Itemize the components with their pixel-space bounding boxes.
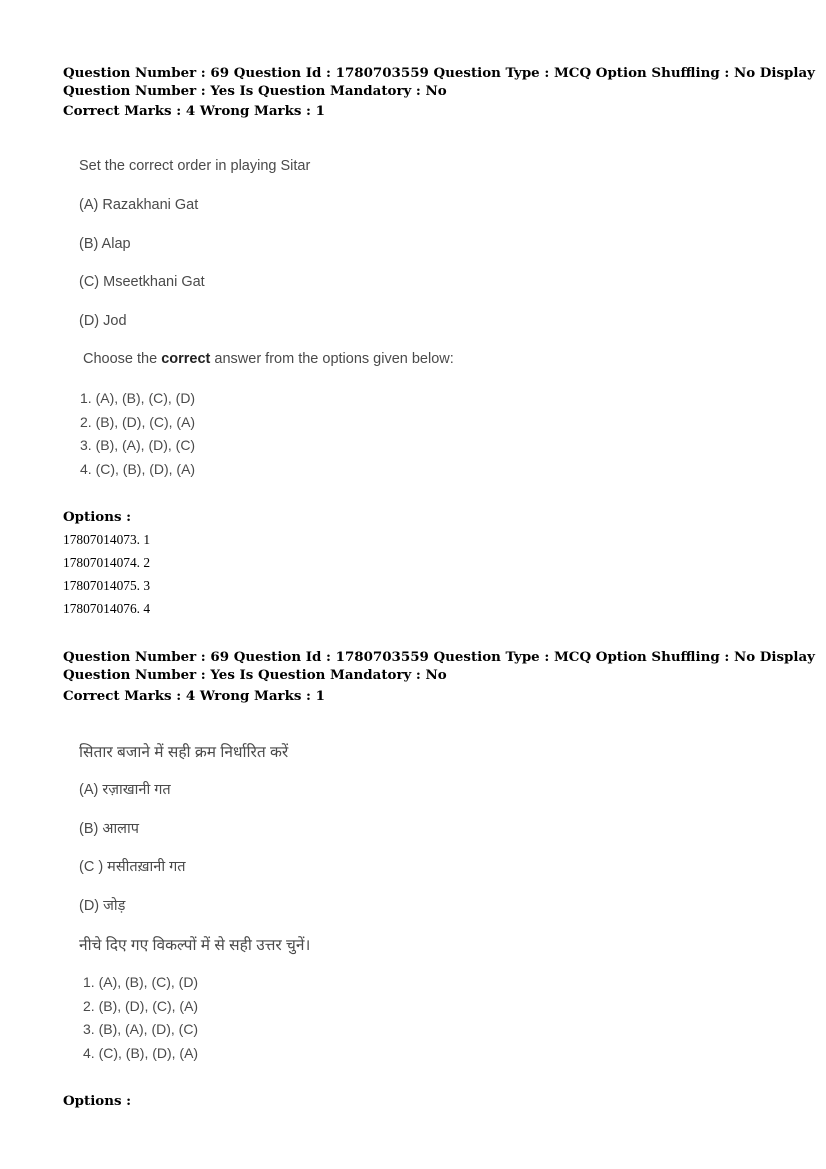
answer-list: [83, 971, 198, 1065]
options-label: Options :: [63, 1093, 132, 1109]
question-meta-line-1: Question Number : 69 Question Id : 1780703559 Question Type : MCQ Option Shuffling : No Display: [63, 649, 815, 665]
question-item-c: (C) Mseetkhani Gat: [79, 274, 205, 290]
answer-list: [80, 387, 195, 481]
question-marks: Correct Marks : 4 Wrong Marks : 1: [63, 103, 325, 119]
option-id-3: 17807014075. 3: [63, 578, 151, 593]
question-item-d: (D) Jod: [79, 313, 127, 329]
choose-suffix: answer from the options given below:: [210, 351, 454, 367]
answer-option-1: 1. (A), (B), (C), (D): [80, 390, 196, 406]
option-id-1: 17807014073. 1: [63, 532, 151, 547]
question-meta-line-1: Question Number : 69 Question Id : 1780703559 Question Type : MCQ Option Shuffling : No Display: [63, 65, 815, 81]
answer-option-1: 1. (A), (B), (C), (D): [83, 974, 199, 990]
option-id-2: 17807014074. 2: [63, 555, 151, 570]
answer-option-4: 4. (C), (B), (D), (A): [80, 460, 196, 477]
question-meta-line-2: Question Number : Yes Is Question Mandatory : No: [63, 83, 447, 99]
options-label: Options :: [63, 509, 132, 525]
question-item-a: (A) Razakhani Gat: [79, 197, 199, 213]
option-id-4: 17807014076. 4: [63, 601, 151, 616]
question-item-a: (A) रज़ाखानी गत: [79, 782, 171, 798]
answer-option-3: 3. (B), (A), (D), (C): [80, 437, 196, 453]
answer-option-2: 2. (B), (D), (C), (A): [80, 413, 196, 430]
question-item-d: (D) जोड़: [79, 898, 126, 914]
question-meta-line-2: Question Number : Yes Is Question Mandatory : No: [63, 667, 447, 683]
question-item-c: (C ) मसीतख़ानी गत: [79, 859, 186, 875]
question-marks: Correct Marks : 4 Wrong Marks : 1: [63, 688, 325, 704]
question-text: Set the correct order in playing Sitar: [79, 158, 311, 174]
choose-bold: correct: [161, 351, 211, 367]
question-item-b: (B) Alap: [79, 236, 131, 252]
answer-option-3: 3. (B), (A), (D), (C): [83, 1021, 199, 1037]
question-text: सितार बजाने में सही क्रम निर्धारित करें: [79, 744, 289, 761]
choose-instruction: नीचे दिए गए विकल्पों में से सही उत्तर चुनें।: [79, 937, 311, 954]
question-item-b: (B) आलाप: [79, 821, 139, 837]
choose-prefix: Choose the: [83, 351, 162, 367]
answer-option-4: 4. (C), (B), (D), (A): [83, 1044, 199, 1061]
choose-instruction: [83, 351, 454, 367]
answer-option-2: 2. (B), (D), (C), (A): [83, 997, 199, 1014]
